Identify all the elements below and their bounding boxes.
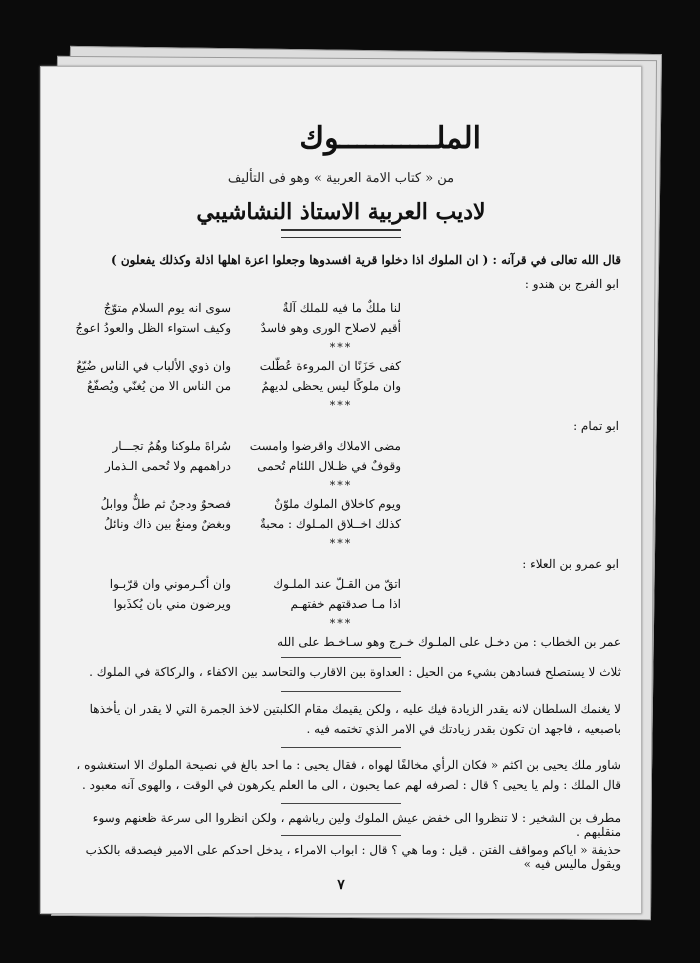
verse-right: اتقّ من القـلّ عند الملـوك — [273, 577, 401, 591]
divider — [281, 691, 401, 692]
verse-right: مضى الاملاك واقرضوا وامست — [249, 439, 401, 453]
page-title: الملـــــــــــوك — [299, 121, 481, 156]
verse-left: وكيف استواء الظل والعودُ اعوجُ — [75, 321, 231, 335]
section-stars: *** — [329, 537, 353, 550]
prose-paragraph: لا يغنمك السلطان لانه يقدر الزيادة فيك عليه ، ولكن يقيمك مقام الكلبتين لاخذ الجمرة التي لا يقدر ان يأخذها باصبعيه ، فاجهد ان تكون بقدر زيادتك في الامر الذي تختمه فيه . — [89, 702, 621, 736]
author-headline: لاديب العربية الاستاذ النشاشيبي — [196, 199, 486, 225]
prose-paragraph: شاور ملك يحيى بن اكثم « فكان الرأي مخالفًا لهواه ، فقال يحيى : ما احد بالغ في نصيحة الملوك الا استغشوه ، قال الملك : ولم يا يحيى ؟ قال : لصرفه لهم عما يحبون ، الى ما العلم يكرهون في الوقت ، والهوى آنه معبود . — [76, 758, 621, 792]
section-stars: *** — [329, 479, 353, 492]
verse-left: ويرضون مني بان يُكذَبوا — [113, 597, 231, 611]
page-subtitle: من « كتاب الامة العربية » وهو فى التأليف — [227, 171, 455, 186]
author-label: ابو عمرو بن العلاء : — [522, 557, 619, 571]
verse-left: دراهمهم ولا تُحمى الـذمار — [104, 459, 231, 473]
umar-quote: عمر بن الخطاب : من دخـل على الملـوك خـرج وهو سـاخـط على الله — [277, 635, 621, 649]
verse-right: كفى حَزَنًا ان المروءة عُطّلت — [259, 359, 401, 373]
verse-right: أقيم لاصلاح الورى وهو فاسدٌ — [260, 321, 401, 335]
verse-right: وقوفٌ في ظـلال اللئام تُحمى — [257, 459, 401, 473]
divider — [281, 803, 401, 804]
verse-right: لنا ملكٌ ما فيه للملك آلةٌ — [282, 301, 401, 315]
verse-left: وان ذوي الألباب في الناس ضُيّعُ — [76, 359, 231, 373]
author-label: ابو الفرج بن هندو : — [524, 277, 619, 291]
author-label: ابو تمام : — [573, 419, 619, 433]
divider — [281, 657, 401, 658]
document-page — [40, 66, 642, 914]
divider — [281, 747, 401, 748]
section-stars: *** — [329, 399, 353, 412]
verse-right: ويوم كاخلاق الملوك ملوّنٌ — [274, 497, 401, 511]
verse-left: سُراةَ ملوكنا وهُمُ تجـــار — [112, 439, 231, 453]
verse-left: من الناس الا من يُغنّي ويُصفّعُ — [86, 379, 231, 393]
verse-right: كذلك اخــلاق المـلوك : محبةٌ — [259, 517, 401, 531]
ornament-divider — [281, 229, 401, 238]
verse-left: وبغضٌ ومنعٌ بين ذاك ونائلُ — [104, 517, 231, 531]
quran-verse: قال الله تعالى في قرآنه : ( ان الملوك اذا دخلوا قرية افسدوها وجعلوا اعزة اهلها اذلة وكذلك يفعلون ) — [111, 253, 621, 267]
section-stars: *** — [329, 617, 353, 630]
verse-left: وان أكـرموني وان قرّبـوا — [109, 577, 231, 591]
page-number: ٧ — [337, 877, 345, 893]
prose-paragraph: حذيفة « اياكم ومواقف الفتن . قيل : وما هي ؟ قال : ابواب الامراء ، يدخل احدكم على الامير فيصدقه بالكذب ويقول ماليس فيه » — [85, 843, 621, 871]
verse-right: اذا مـا صدقتهم خفتهـم — [290, 597, 401, 611]
prose-paragraph: مطرف بن الشخير : لا تنظروا الى خفض عيش الملوك ولين رياشهم ، ولكن انظروا الى سرعة ظعنهم وسوء منقلبهم . — [92, 811, 621, 839]
verse-left: سوى انه يوم السلام متوّجٌ — [103, 301, 231, 315]
section-stars: *** — [329, 341, 353, 354]
prose-paragraph: ثلاث لا يستصلح فسادهن بشيء من الحيل : العداوة بين الاقارب والتحاسد بين الاكفاء ، والركاكة في الملوك . — [89, 665, 621, 679]
verse-right: وان ملوكًا ليس يحظى لديهمُ — [261, 379, 401, 393]
divider — [281, 835, 401, 836]
verse-left: فصحوٌ ودجنٌ ثم طلٌّ ووابلُ — [100, 497, 231, 511]
